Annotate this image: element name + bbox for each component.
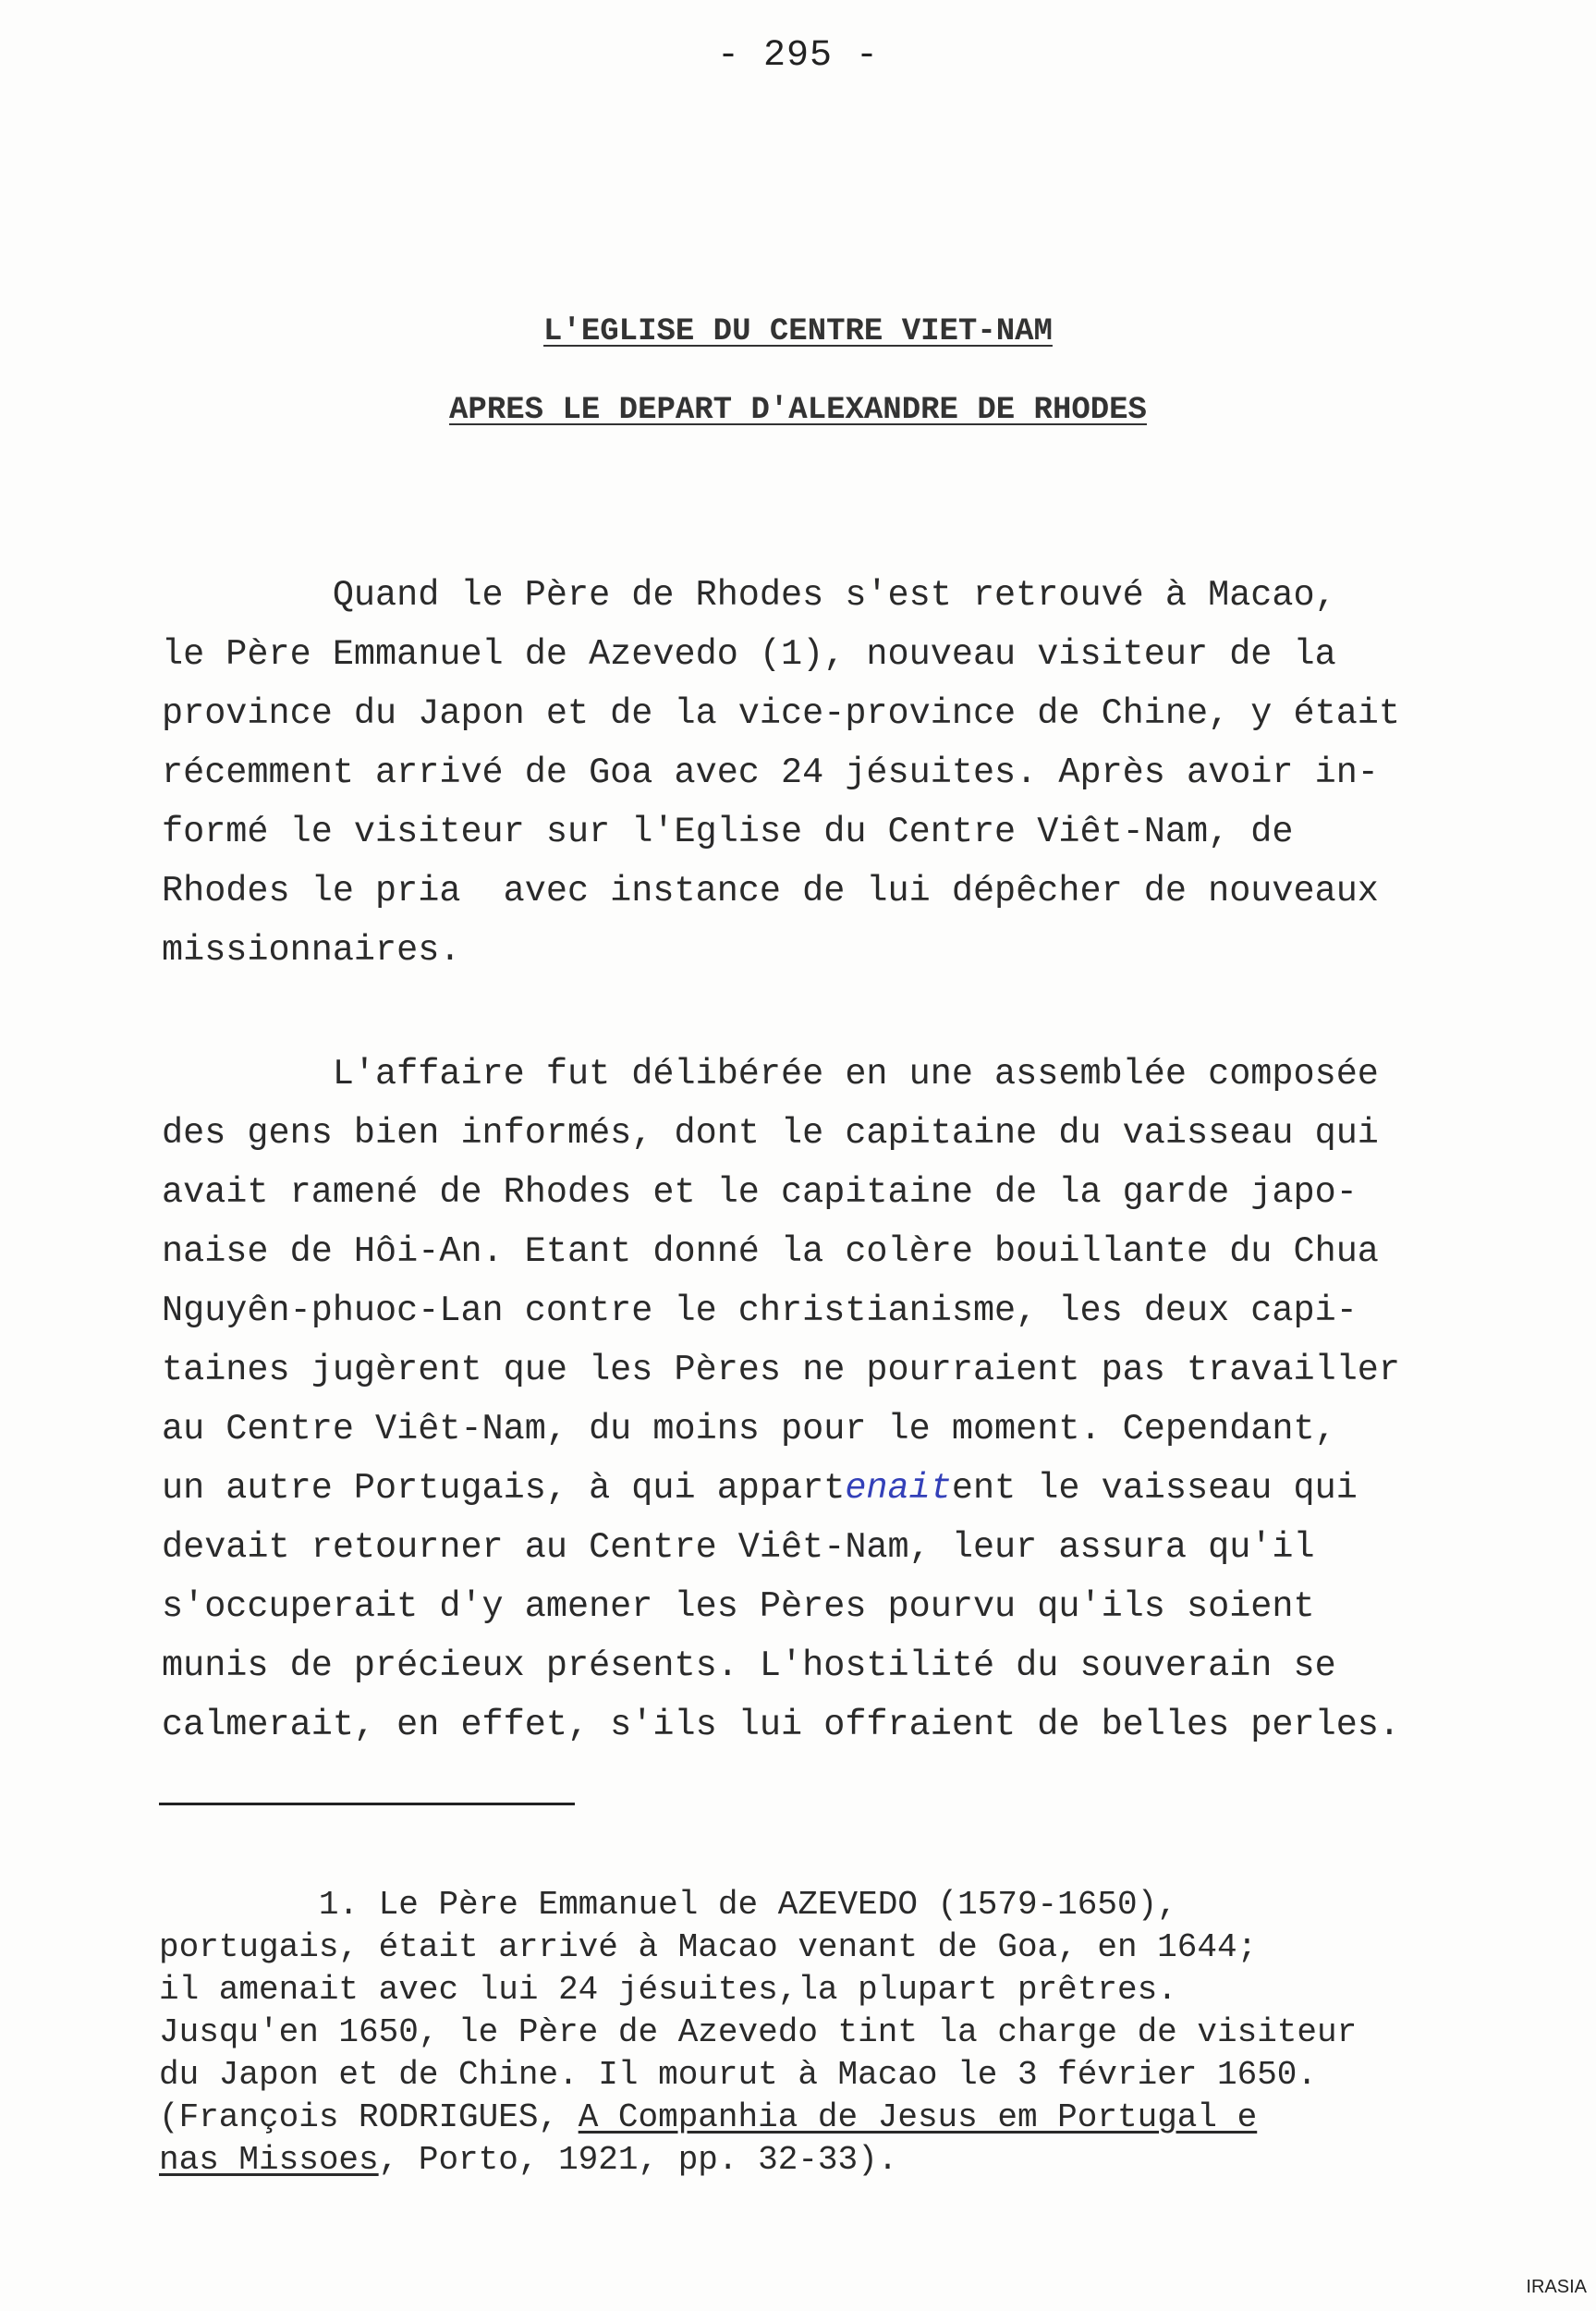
footnote-divider [159,1803,575,1805]
paragraph-1 [162,566,1511,980]
paragraph-line: des gens bien informés, dont le capitaine du vaisseau qui [162,1113,1379,1154]
footnote-citation-line-1 [159,2097,1545,2139]
footnote-line: 1. Le Père Emmanuel de AZEVEDO (1579-1650), [159,1886,1177,1924]
paragraph-line: récemment arrivé de Goa avec 24 jésuites. Après avoir in- [162,752,1379,793]
citation-title-cont: nas Missoes [159,2141,379,2179]
paragraph-line: L'affaire fut délibérée en une assemblée composée [162,1054,1379,1094]
paragraph-line: calmerait, en effet, s'ils lui offraient de belles perles. [162,1705,1401,1745]
paragraph-line: au Centre Viêt-Nam, du moins pour le moment. Cependant, [162,1409,1336,1449]
paragraph-line: naise de Hôi-An. Etant donné la colère bouillante du Chua [162,1231,1379,1272]
paragraph-line: formé le visiteur sur l'Eglise du Centre Viêt-Nam, de [162,812,1294,852]
paragraph-line: missionnaires. [162,930,461,971]
paragraph-line: Rhodes le pria avec instance de lui dépêcher de nouveaux [162,871,1379,911]
paragraph-line: le Père Emmanuel de Azevedo (1), nouveau visiteur de la [162,634,1336,675]
citation-suffix: , Porto, 1921, pp. 32-33). [378,2141,898,2179]
footnote-line: du Japon et de Chine. Il mourut à Macao le 3 février 1650. [159,2056,1318,2094]
citation-title: A Companhia de Jesus em Portugal e [578,2098,1258,2136]
archive-watermark: IRASIA [1526,2277,1587,2297]
paragraph-line: devait retourner au Centre Viêt-Nam, leur assura qu'il [162,1527,1315,1568]
title-line-2: APRES LE DEPART D'ALEXANDRE DE RHODES [449,393,1147,428]
paragraph-2 [162,1045,1511,1755]
handwritten-correction: enait [845,1468,952,1509]
correction-before: un autre Portugais, à qui appart [162,1468,846,1509]
footnote-line: Jusqu'en 1650, le Père de Azevedo tint la charge de visiteur [159,2013,1358,2051]
paragraph-line: taines jugèrent que les Pères ne pourraient pas travailler [162,1350,1401,1390]
paragraph-line-with-correction [162,1459,1511,1518]
page-number: - 295 - [716,35,880,77]
footnote-line: il amenait avec lui 24 jésuites,la plupart prêtres. [159,1971,1177,2009]
correction-after: ent le vaisseau qui [951,1468,1358,1509]
footnote-line: portugais, était arrivé à Macao venant de Goa, en 1644; [159,1928,1258,1966]
paragraph-line: avait ramené de Rhodes et le capitaine de la garde japo- [162,1172,1358,1213]
citation-prefix: (François RODRIGUES, [159,2098,579,2136]
paragraph-line: province du Japon et de la vice-province de Chine, y était [162,693,1401,734]
footnote [159,1884,1545,2182]
title-line-1: L'EGLISE DU CENTRE VIET-NAM [543,314,1053,349]
paragraph-line: munis de précieux présents. L'hostilité du souverain se [162,1645,1336,1686]
paragraph-line: Nguyên-phuoc-Lan contre le christianisme, les deux capi- [162,1290,1358,1331]
paragraph-line: s'occuperait d'y amener les Pères pourvu qu'ils soient [162,1586,1315,1627]
footnote-citation-line-2 [159,2139,1545,2182]
paragraph-line: Quand le Père de Rhodes s'est retrouvé à Macao, [162,575,1336,616]
